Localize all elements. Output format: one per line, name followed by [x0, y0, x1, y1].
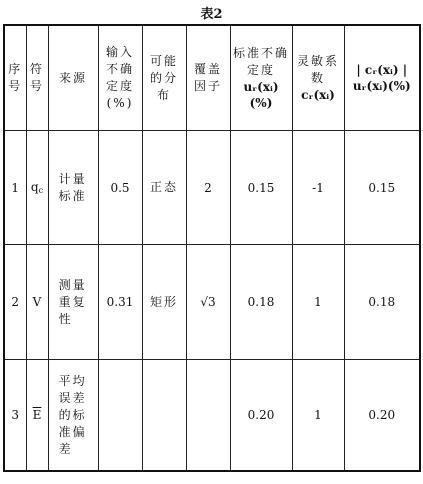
header-seq: 序号 — [4, 25, 26, 131]
header-standard-uncertainty-expr: uᵣ(xᵢ)(%) — [243, 80, 279, 110]
cell-coverage — [186, 360, 230, 472]
header-contribution-top: | cᵣ(xᵢ) | — [356, 63, 408, 77]
header-sensitivity-expr: cᵣ(xᵢ) — [301, 88, 335, 102]
cell-distribution — [142, 360, 186, 472]
cell-coverage: 2 — [186, 131, 230, 245]
header-source: 来源 — [48, 25, 98, 131]
cell-standard-uncertainty: 0.20 — [230, 360, 292, 472]
cell-input-uncertainty: 0.31 — [98, 245, 142, 360]
source-text: 计量标准 — [58, 171, 87, 203]
cell-distribution: 矩形 — [142, 245, 186, 360]
cell-symbol — [26, 360, 48, 472]
cell-source — [48, 131, 98, 245]
header-contribution — [344, 25, 420, 131]
table-caption: 表2 — [200, 7, 223, 22]
table-row — [4, 360, 420, 472]
table-row — [4, 245, 420, 360]
table-row — [4, 131, 420, 245]
cell-coverage: √3 — [186, 245, 230, 360]
header-standard-uncertainty — [230, 25, 292, 131]
cell-seq: 3 — [4, 360, 26, 472]
source-text: 测量重复性 — [58, 277, 87, 326]
header-row — [4, 25, 420, 131]
header-coverage-factor: 覆盖因子 — [186, 25, 230, 131]
cell-source — [48, 245, 98, 360]
header-contribution-bottom: uᵣ(xᵢ)(%) — [352, 79, 411, 93]
cell-standard-uncertainty: 0.15 — [230, 131, 292, 245]
header-sensitivity-label: 灵敏系数 — [296, 54, 339, 85]
cell-contribution: 0.18 — [344, 245, 420, 360]
cell-input-uncertainty — [98, 360, 142, 472]
header-distribution: 可能的分布 — [142, 25, 186, 131]
cell-sensitivity: 1 — [292, 360, 344, 472]
cell-contribution: 0.20 — [344, 360, 420, 472]
cell-distribution: 正态 — [142, 131, 186, 245]
header-standard-uncertainty-label: 标准不确定度 — [232, 46, 289, 77]
symbol-subscript: c — [38, 186, 44, 195]
cell-contribution: 0.15 — [344, 131, 420, 245]
header-input-uncertainty: 输入不确定度(%) — [98, 25, 142, 131]
source-text: 平均误差的标准偏差 — [58, 373, 87, 456]
cell-seq: 2 — [4, 245, 26, 360]
header-symbol: 符号 — [26, 25, 48, 131]
uncertainty-table — [3, 24, 421, 472]
cell-input-uncertainty: 0.5 — [98, 131, 142, 245]
cell-symbol — [26, 131, 48, 245]
cell-standard-uncertainty: 0.18 — [230, 245, 292, 360]
cell-sensitivity: -1 — [292, 131, 344, 245]
cell-seq: 1 — [4, 131, 26, 245]
header-sensitivity — [292, 25, 344, 131]
symbol-text: $\overline{E}$ — [32, 408, 42, 422]
cell-symbol — [26, 245, 48, 360]
symbol-text: q — [30, 180, 39, 194]
symbol-text: V — [32, 295, 42, 309]
cell-source — [48, 360, 98, 472]
cell-sensitivity: 1 — [292, 245, 344, 360]
